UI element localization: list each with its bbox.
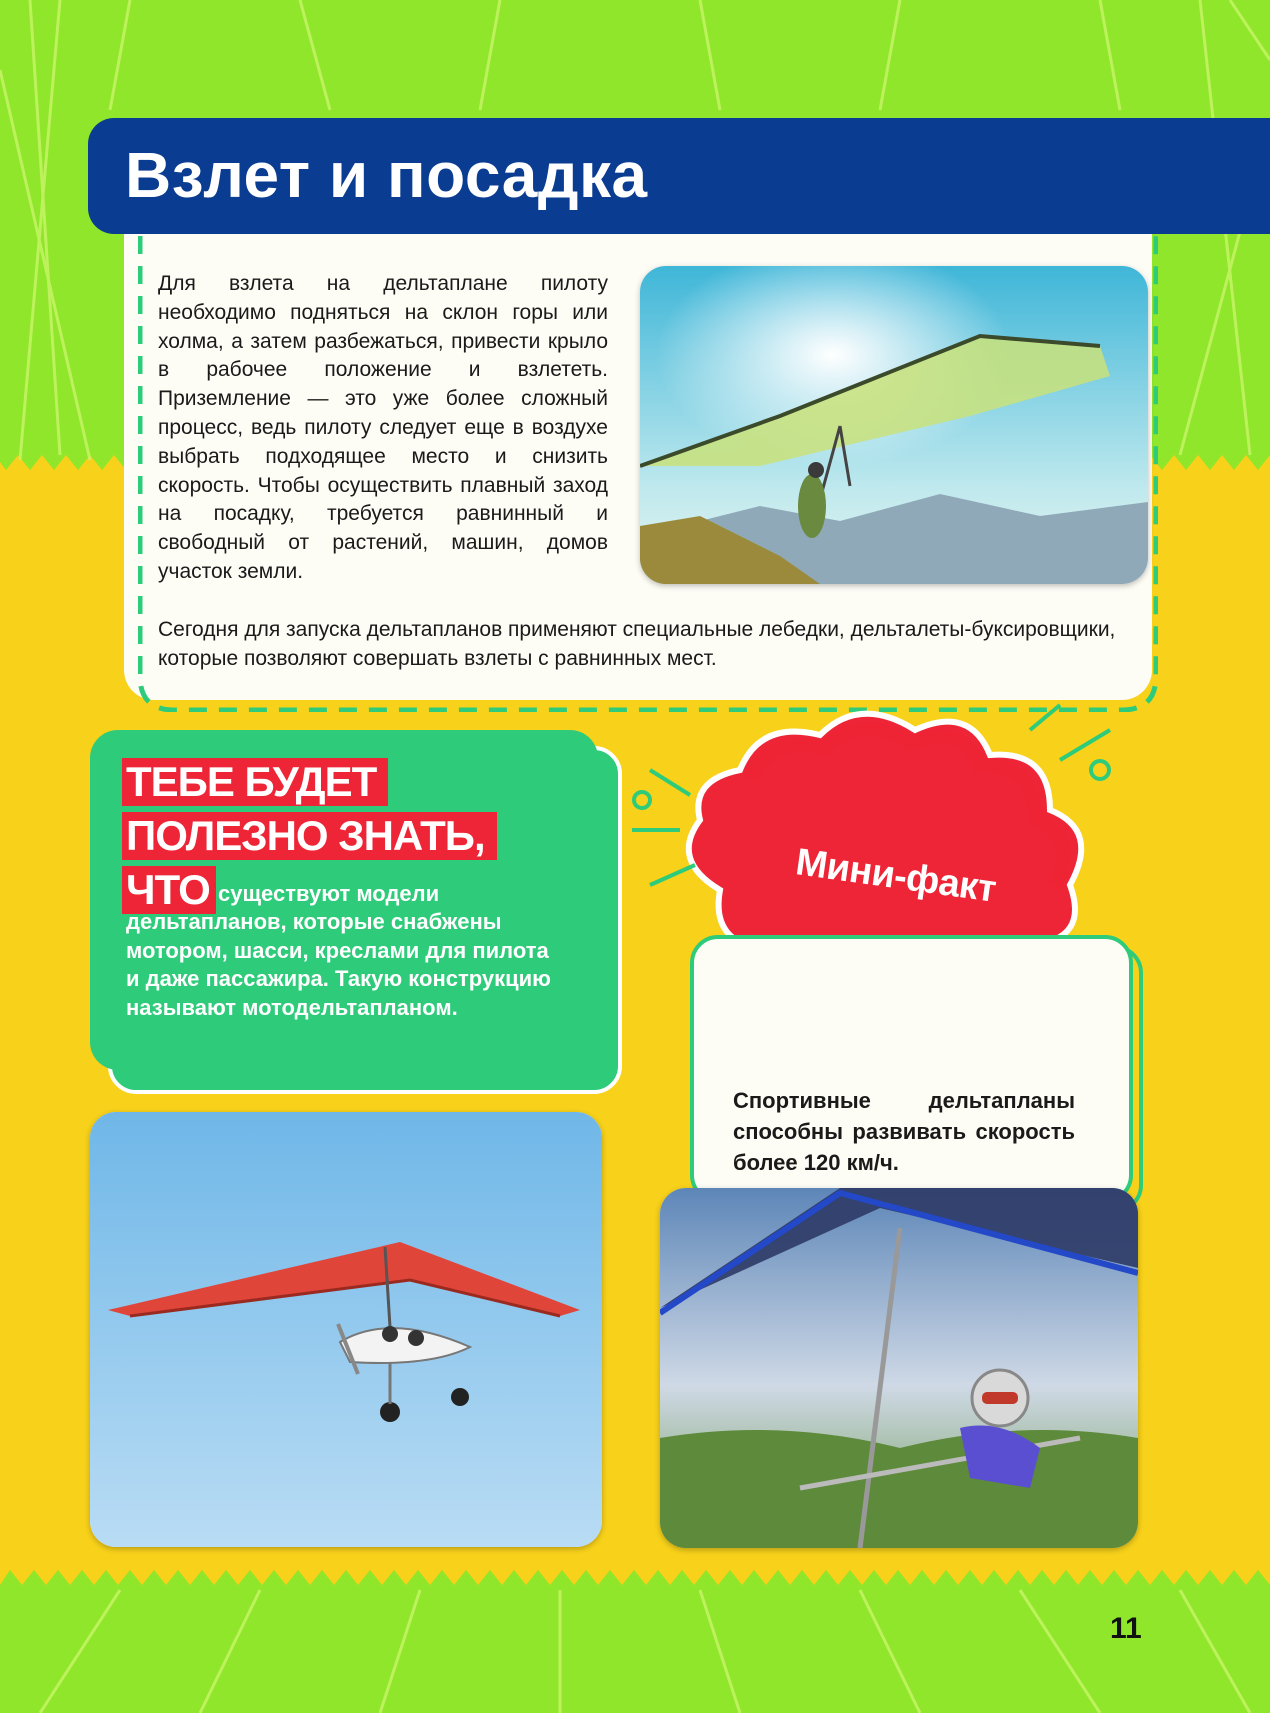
useful-heading-line2: ПОЛЕЗНО ЗНАТЬ, xyxy=(122,812,497,860)
useful-heading-line3: ЧТО xyxy=(122,866,216,914)
page-title: Взлет и посадка xyxy=(125,139,648,211)
useful-heading-line1: ТЕБЕ БУДЕТ xyxy=(122,758,388,806)
photo-motor-hang-glider xyxy=(90,1112,602,1547)
paragraph-winch-launch: Сегодня для запуска дельтапланов применяют специальные лебедки, дельталеты-буксировщики, которые позволяют совершать взлеты с равнинных мест. xyxy=(158,618,1116,670)
useful-text-start: существуют модели xyxy=(218,881,440,906)
mini-fact-label: Мини-факт xyxy=(793,841,999,911)
photo-hang-glider-takeoff xyxy=(640,266,1148,584)
paragraph-takeoff-landing: Для взлета на дельтаплане пилоту необходимо подняться на склон горы или холма, а затем разбежаться, привести крыло в рабочее положение и взлететь. Приземление — это уже более сложный процесс, ведь пилоту следует еще в воздухе выбрать подходящее место и снизить скорость. Чтобы осуществить плавный заход на посадку, требуется равнинный и свободный от растений, машин, домов участок земли. xyxy=(158,272,608,583)
page-number: 11 xyxy=(1110,1612,1142,1645)
photo-pilot-in-flight xyxy=(660,1188,1138,1548)
mini-fact-text: Спортивные дельтапланы способны развивать скорость более 120 км/ч. xyxy=(733,1088,1075,1175)
useful-text-body: дельтапланов, которые снабжены мотором, шасси, креслами для пилота и даже пассажира. Такую конструкцию называют мотодельтапланом. xyxy=(126,909,551,1020)
